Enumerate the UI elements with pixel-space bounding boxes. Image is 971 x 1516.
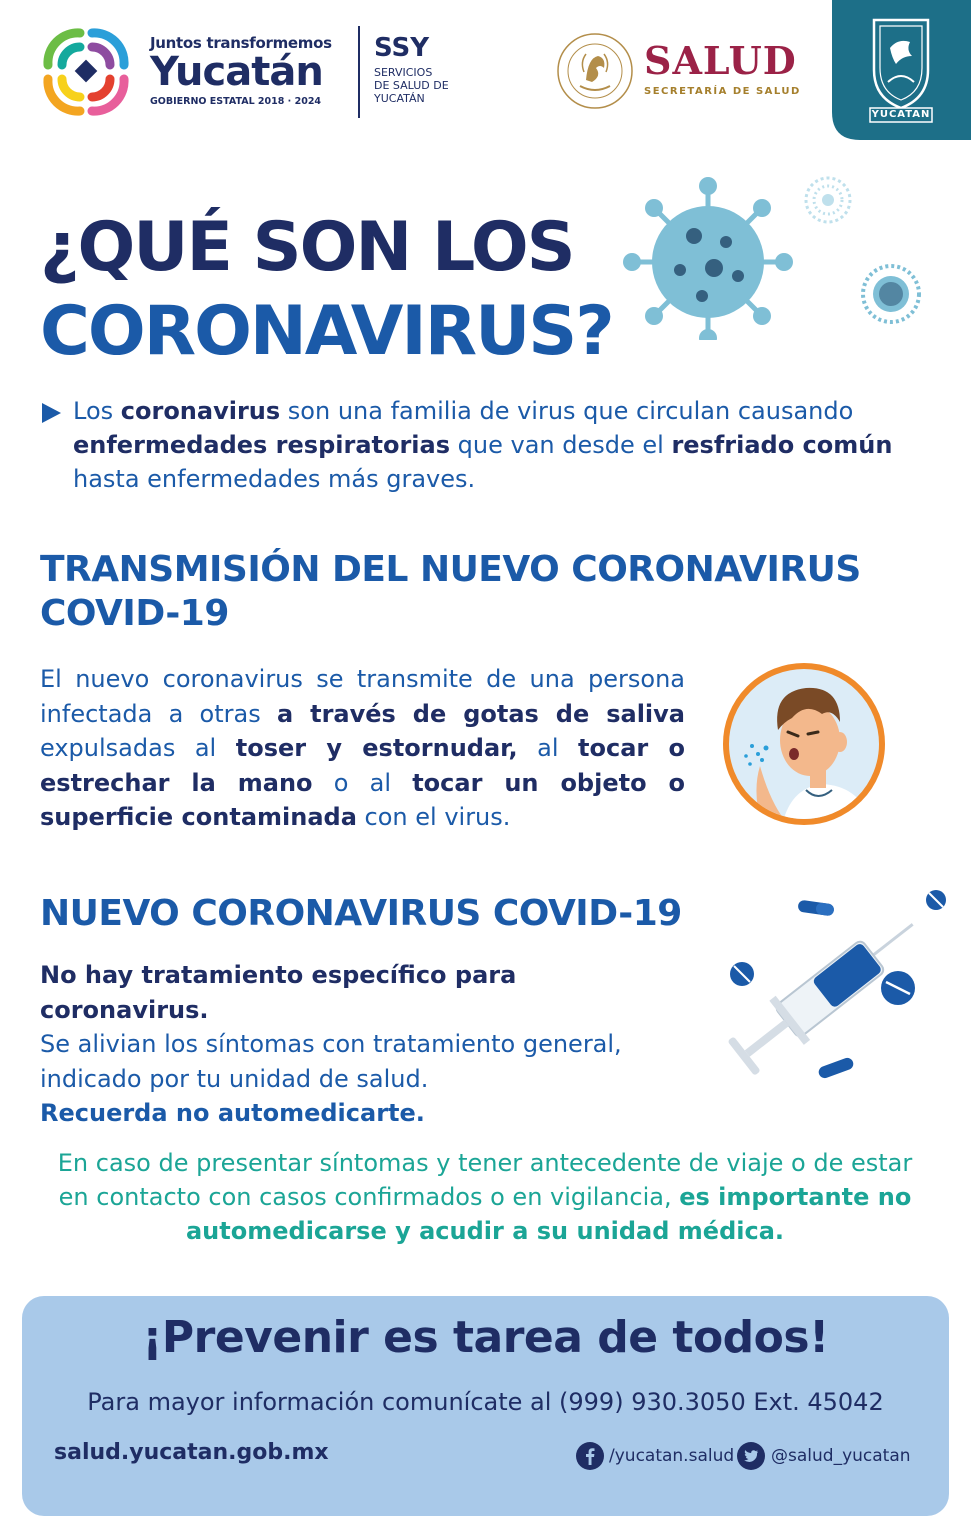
ssy-line-3: YUCATÁN [374, 92, 425, 105]
page-title-line-1: ¿QUÉ SON LOS [40, 208, 574, 287]
header-divider [358, 26, 360, 118]
salud-brand [644, 40, 814, 97]
twitter-handle[interactable]: @salud_yucatan [771, 1446, 911, 1466]
yucatan-government-period: GOBIERNO ESTATAL 2018 · 2024 [150, 96, 322, 107]
mexico-seal-icon [556, 32, 634, 110]
yucatan-slogan: Juntos transformemos [150, 34, 332, 52]
covid-line-3: indicado por tu unidad de salud. [40, 1064, 429, 1093]
covid-line-1: No hay tratamiento específico para coronavirus. [40, 961, 517, 1024]
bullet-arrow-icon [40, 402, 62, 424]
footer-slogan: ¡Prevenir es tarea de todos! [142, 1312, 829, 1363]
ssy-acronym: SSY [374, 33, 430, 63]
ssy-line-1: SERVICIOS [374, 66, 433, 79]
medical-notice: En caso de presentar síntomas y tener antecedente de viaje o de estar en contacto con casos confirmados o en vigilancia, es importante no automedicarse y acudir a su unidad médica. [57, 1149, 913, 1245]
covid-line-4: Recuerda no automedicarte. [40, 1099, 425, 1127]
salud-name: SALUD [644, 38, 797, 83]
website-link[interactable]: salud.yucatan.gob.mx [54, 1440, 329, 1465]
yucatan-name: Yucatán [150, 49, 323, 95]
syringe-and-pills-icon [706, 880, 956, 1090]
facebook-icon[interactable] [576, 1442, 604, 1470]
yucatan-logo-icon [40, 25, 132, 119]
facebook-handle[interactable]: /yucatan.salud [609, 1446, 735, 1466]
yucatan-brand [150, 34, 350, 107]
virus-illustration-icon [620, 170, 950, 340]
salud-subtitle: SECRETARÍA DE SALUD [644, 86, 801, 97]
covid-paragraph [40, 958, 690, 1131]
ssy-brand [374, 34, 494, 105]
covid-line-2: Se alivian los síntomas con tratamiento general, [40, 1030, 622, 1058]
intro-paragraph: Los coronavirus son una familia de virus que circulan causando enfermedades respiratorias que van desde el resfriado común hasta enfermedades más graves. [73, 397, 893, 493]
transmission-heading-line-2: COVID-19 [40, 593, 229, 634]
coat-of-arms-label: YUCATAN [871, 109, 931, 120]
transmission-paragraph: El nuevo coronavirus se transmite de una persona infectada a otras a través de gotas de saliva expulsadas al toser y estornudar, al tocar o estrechar la mano o al tocar un objeto o superficie contaminada con el virus. [40, 665, 686, 831]
transmission-heading [40, 548, 940, 636]
twitter-icon[interactable] [737, 1442, 765, 1470]
sneezing-person-icon [722, 662, 886, 826]
page-title-line-2: CORONAVIRUS? [40, 292, 613, 371]
ssy-line-2: DE SALUD DE [374, 79, 449, 92]
covid-heading: NUEVO CORONAVIRUS COVID-19 [40, 893, 682, 934]
transmission-heading-line-1: TRANSMISIÓN DEL NUEVO CORONAVIRUS [40, 549, 861, 590]
contact-info: Para mayor información comunícate al (999) 930.3050 Ext. 45042 [87, 1388, 884, 1416]
